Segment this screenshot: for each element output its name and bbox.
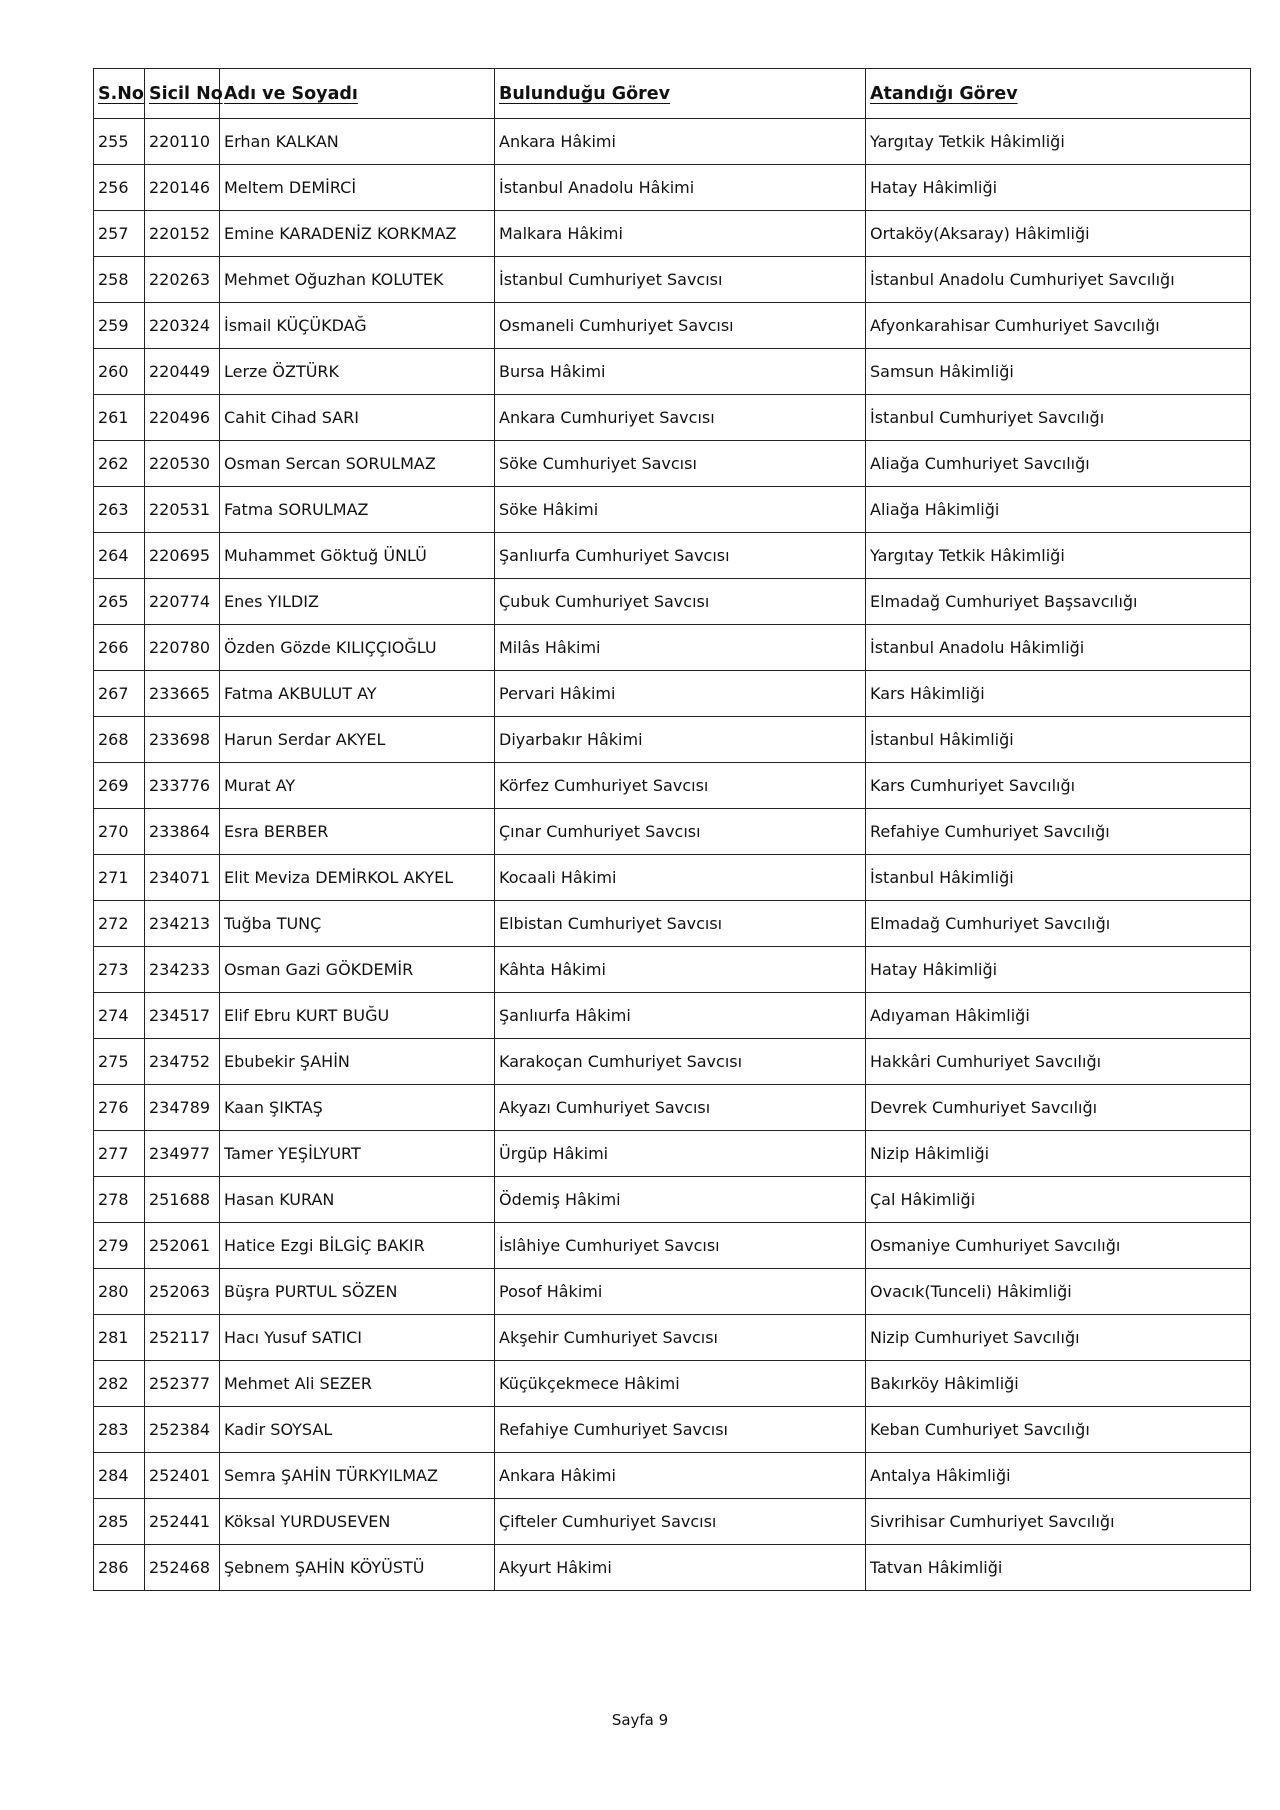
cell-name: Büşra PURTUL SÖZEN — [220, 1269, 495, 1315]
cell-sicil: 234977 — [145, 1131, 220, 1177]
cell-sno: 266 — [94, 625, 145, 671]
cell-name: Hacı Yusuf SATICI — [220, 1315, 495, 1361]
cell-current-position: İstanbul Cumhuriyet Savcısı — [495, 257, 866, 303]
cell-sicil: 233776 — [145, 763, 220, 809]
cell-sno: 263 — [94, 487, 145, 533]
cell-assigned-position: Yargıtay Tetkik Hâkimliği — [866, 119, 1251, 165]
cell-assigned-position: İstanbul Cumhuriyet Savcılığı — [866, 395, 1251, 441]
table-row — [94, 1085, 1251, 1131]
cell-sno: 285 — [94, 1499, 145, 1545]
table-body — [94, 119, 1251, 1591]
cell-current-position: İslâhiye Cumhuriyet Savcısı — [495, 1223, 866, 1269]
table-row — [94, 625, 1251, 671]
header-sno: S.No — [94, 69, 145, 119]
cell-current-position: Ankara Cumhuriyet Savcısı — [495, 395, 866, 441]
page-number: Sayfa 9 — [611, 1711, 669, 1729]
cell-name: Köksal YURDUSEVEN — [220, 1499, 495, 1545]
cell-sno: 255 — [94, 119, 145, 165]
cell-sno: 279 — [94, 1223, 145, 1269]
cell-assigned-position: Osmaniye Cumhuriyet Savcılığı — [866, 1223, 1251, 1269]
cell-sicil: 220780 — [145, 625, 220, 671]
cell-current-position: Şanlıurfa Cumhuriyet Savcısı — [495, 533, 866, 579]
cell-name: Cahit Cihad SARI — [220, 395, 495, 441]
cell-name: Muhammet Göktuğ ÜNLÜ — [220, 533, 495, 579]
table-row — [94, 1223, 1251, 1269]
table-row — [94, 533, 1251, 579]
cell-assigned-position: İstanbul Anadolu Cumhuriyet Savcılığı — [866, 257, 1251, 303]
cell-sno: 262 — [94, 441, 145, 487]
cell-current-position: Akşehir Cumhuriyet Savcısı — [495, 1315, 866, 1361]
cell-sicil: 220146 — [145, 165, 220, 211]
cell-sicil: 220324 — [145, 303, 220, 349]
table-row — [94, 1039, 1251, 1085]
cell-current-position: Ödemiş Hâkimi — [495, 1177, 866, 1223]
cell-sicil: 234213 — [145, 901, 220, 947]
cell-name: Özden Gözde KILIÇÇIOĞLU — [220, 625, 495, 671]
cell-current-position: Çınar Cumhuriyet Savcısı — [495, 809, 866, 855]
cell-name: Lerze ÖZTÜRK — [220, 349, 495, 395]
cell-sno: 282 — [94, 1361, 145, 1407]
cell-current-position: Akyazı Cumhuriyet Savcısı — [495, 1085, 866, 1131]
cell-name: Enes YILDIZ — [220, 579, 495, 625]
cell-sno: 286 — [94, 1545, 145, 1591]
cell-name: Şebnem ŞAHİN KÖYÜSTÜ — [220, 1545, 495, 1591]
table-row — [94, 901, 1251, 947]
cell-current-position: Ankara Hâkimi — [495, 119, 866, 165]
cell-name: Erhan KALKAN — [220, 119, 495, 165]
cell-sno: 271 — [94, 855, 145, 901]
cell-sicil: 220531 — [145, 487, 220, 533]
cell-sicil: 220449 — [145, 349, 220, 395]
cell-assigned-position: Samsun Hâkimliği — [866, 349, 1251, 395]
cell-assigned-position: Afyonkarahisar Cumhuriyet Savcılığı — [866, 303, 1251, 349]
table-row — [94, 1131, 1251, 1177]
cell-sno: 256 — [94, 165, 145, 211]
table-row — [94, 165, 1251, 211]
cell-sicil: 234789 — [145, 1085, 220, 1131]
table-row — [94, 671, 1251, 717]
cell-sicil: 252063 — [145, 1269, 220, 1315]
cell-current-position: Milâs Hâkimi — [495, 625, 866, 671]
cell-name: Semra ŞAHİN TÜRKYILMAZ — [220, 1453, 495, 1499]
cell-sicil: 220530 — [145, 441, 220, 487]
cell-assigned-position: Çal Hâkimliği — [866, 1177, 1251, 1223]
cell-assigned-position: İstanbul Anadolu Hâkimliği — [866, 625, 1251, 671]
cell-assigned-position: Ovacık(Tunceli) Hâkimliği — [866, 1269, 1251, 1315]
table-row — [94, 1361, 1251, 1407]
cell-assigned-position: Refahiye Cumhuriyet Savcılığı — [866, 809, 1251, 855]
cell-sicil: 220695 — [145, 533, 220, 579]
cell-current-position: Söke Hâkimi — [495, 487, 866, 533]
header-current-position: Bulunduğu Görev — [495, 69, 866, 119]
cell-sno: 270 — [94, 809, 145, 855]
cell-sicil: 252117 — [145, 1315, 220, 1361]
cell-assigned-position: Keban Cumhuriyet Savcılığı — [866, 1407, 1251, 1453]
cell-name: Elif Ebru KURT BUĞU — [220, 993, 495, 1039]
table-row — [94, 1315, 1251, 1361]
cell-assigned-position: Adıyaman Hâkimliği — [866, 993, 1251, 1039]
cell-assigned-position: Tatvan Hâkimliği — [866, 1545, 1251, 1591]
cell-assigned-position: Yargıtay Tetkik Hâkimliği — [866, 533, 1251, 579]
cell-assigned-position: Hatay Hâkimliği — [866, 947, 1251, 993]
cell-current-position: Refahiye Cumhuriyet Savcısı — [495, 1407, 866, 1453]
table-row — [94, 349, 1251, 395]
cell-sicil: 252401 — [145, 1453, 220, 1499]
cell-name: Tuğba TUNÇ — [220, 901, 495, 947]
table-row — [94, 1407, 1251, 1453]
cell-name: Emine KARADENİZ KORKMAZ — [220, 211, 495, 257]
cell-assigned-position: Hakkâri Cumhuriyet Savcılığı — [866, 1039, 1251, 1085]
cell-assigned-position: Aliağa Hâkimliği — [866, 487, 1251, 533]
cell-assigned-position: Bakırköy Hâkimliği — [866, 1361, 1251, 1407]
table-row — [94, 1499, 1251, 1545]
cell-sno: 274 — [94, 993, 145, 1039]
header-sicil: Sicil No — [145, 69, 220, 119]
cell-sno: 258 — [94, 257, 145, 303]
table-row — [94, 1545, 1251, 1591]
cell-assigned-position: Elmadağ Cumhuriyet Savcılığı — [866, 901, 1251, 947]
cell-current-position: Pervari Hâkimi — [495, 671, 866, 717]
header-name: Adı ve Soyadı — [220, 69, 495, 119]
cell-sno: 283 — [94, 1407, 145, 1453]
cell-sno: 260 — [94, 349, 145, 395]
table-header-row — [94, 69, 1251, 119]
cell-assigned-position: Aliağa Cumhuriyet Savcılığı — [866, 441, 1251, 487]
cell-sicil: 233864 — [145, 809, 220, 855]
table-row — [94, 257, 1251, 303]
cell-current-position: Karakoçan Cumhuriyet Savcısı — [495, 1039, 866, 1085]
cell-assigned-position: Kars Cumhuriyet Savcılığı — [866, 763, 1251, 809]
cell-current-position: Osmaneli Cumhuriyet Savcısı — [495, 303, 866, 349]
cell-current-position: Söke Cumhuriyet Savcısı — [495, 441, 866, 487]
cell-sicil: 233665 — [145, 671, 220, 717]
cell-sno: 259 — [94, 303, 145, 349]
assignment-table — [93, 68, 1251, 1591]
cell-sicil: 251688 — [145, 1177, 220, 1223]
cell-sno: 267 — [94, 671, 145, 717]
cell-sicil: 234071 — [145, 855, 220, 901]
cell-assigned-position: Antalya Hâkimliği — [866, 1453, 1251, 1499]
cell-name: Meltem DEMİRCİ — [220, 165, 495, 211]
cell-sicil: 252441 — [145, 1499, 220, 1545]
cell-assigned-position: İstanbul Hâkimliği — [866, 717, 1251, 763]
table-row — [94, 303, 1251, 349]
table-row — [94, 993, 1251, 1039]
cell-assigned-position: Kars Hâkimliği — [866, 671, 1251, 717]
cell-sno: 264 — [94, 533, 145, 579]
cell-assigned-position: Nizip Hâkimliği — [866, 1131, 1251, 1177]
table-row — [94, 211, 1251, 257]
cell-sno: 268 — [94, 717, 145, 763]
cell-current-position: Posof Hâkimi — [495, 1269, 866, 1315]
cell-name: Hatice Ezgi BİLGİÇ BAKIR — [220, 1223, 495, 1269]
cell-sicil: 234517 — [145, 993, 220, 1039]
cell-name: Mehmet Oğuzhan KOLUTEK — [220, 257, 495, 303]
cell-sicil: 233698 — [145, 717, 220, 763]
cell-current-position: İstanbul Anadolu Hâkimi — [495, 165, 866, 211]
cell-current-position: Kocaali Hâkimi — [495, 855, 866, 901]
cell-current-position: Malkara Hâkimi — [495, 211, 866, 257]
cell-assigned-position: Sivrihisar Cumhuriyet Savcılığı — [866, 1499, 1251, 1545]
cell-sno: 284 — [94, 1453, 145, 1499]
cell-sno: 269 — [94, 763, 145, 809]
cell-current-position: Kâhta Hâkimi — [495, 947, 866, 993]
cell-name: Osman Gazi GÖKDEMİR — [220, 947, 495, 993]
cell-name: Elit Meviza DEMİRKOL AKYEL — [220, 855, 495, 901]
cell-sno: 276 — [94, 1085, 145, 1131]
cell-sno: 257 — [94, 211, 145, 257]
cell-current-position: Akyurt Hâkimi — [495, 1545, 866, 1591]
header-assigned-position: Atandığı Görev — [866, 69, 1251, 119]
cell-sno: 272 — [94, 901, 145, 947]
cell-current-position: Çubuk Cumhuriyet Savcısı — [495, 579, 866, 625]
cell-current-position: Çifteler Cumhuriyet Savcısı — [495, 1499, 866, 1545]
cell-sno: 261 — [94, 395, 145, 441]
cell-sno: 277 — [94, 1131, 145, 1177]
cell-sno: 265 — [94, 579, 145, 625]
cell-assigned-position: Devrek Cumhuriyet Savcılığı — [866, 1085, 1251, 1131]
cell-assigned-position: Hatay Hâkimliği — [866, 165, 1251, 211]
table-row — [94, 1453, 1251, 1499]
table-row — [94, 947, 1251, 993]
cell-name: Osman Sercan SORULMAZ — [220, 441, 495, 487]
table-row — [94, 855, 1251, 901]
table-row — [94, 717, 1251, 763]
cell-current-position: Küçükçekmece Hâkimi — [495, 1361, 866, 1407]
cell-current-position: Şanlıurfa Hâkimi — [495, 993, 866, 1039]
table-row — [94, 763, 1251, 809]
cell-sno: 278 — [94, 1177, 145, 1223]
cell-name: Murat AY — [220, 763, 495, 809]
table-row — [94, 809, 1251, 855]
cell-current-position: Elbistan Cumhuriyet Savcısı — [495, 901, 866, 947]
cell-current-position: Bursa Hâkimi — [495, 349, 866, 395]
cell-name: Ebubekir ŞAHİN — [220, 1039, 495, 1085]
cell-current-position: Körfez Cumhuriyet Savcısı — [495, 763, 866, 809]
cell-name: Kadir SOYSAL — [220, 1407, 495, 1453]
table-row — [94, 119, 1251, 165]
cell-assigned-position: Nizip Cumhuriyet Savcılığı — [866, 1315, 1251, 1361]
cell-sicil: 220152 — [145, 211, 220, 257]
table-row — [94, 1177, 1251, 1223]
table-row — [94, 1269, 1251, 1315]
table-row — [94, 395, 1251, 441]
cell-sicil: 234752 — [145, 1039, 220, 1085]
cell-sicil: 220496 — [145, 395, 220, 441]
cell-sno: 273 — [94, 947, 145, 993]
cell-sicil: 252468 — [145, 1545, 220, 1591]
table-row — [94, 487, 1251, 533]
table-row — [94, 579, 1251, 625]
cell-sno: 281 — [94, 1315, 145, 1361]
cell-name: Kaan ŞIKTAŞ — [220, 1085, 495, 1131]
cell-sicil: 252061 — [145, 1223, 220, 1269]
cell-name: Fatma SORULMAZ — [220, 487, 495, 533]
cell-sicil: 220263 — [145, 257, 220, 303]
table-row — [94, 441, 1251, 487]
cell-name: Harun Serdar AKYEL — [220, 717, 495, 763]
cell-name: Mehmet Ali SEZER — [220, 1361, 495, 1407]
cell-assigned-position: Elmadağ Cumhuriyet Başsavcılığı — [866, 579, 1251, 625]
cell-name: İsmail KÜÇÜKDAĞ — [220, 303, 495, 349]
cell-name: Fatma AKBULUT AY — [220, 671, 495, 717]
cell-name: Hasan KURAN — [220, 1177, 495, 1223]
cell-current-position: Ankara Hâkimi — [495, 1453, 866, 1499]
cell-sno: 280 — [94, 1269, 145, 1315]
cell-sno: 275 — [94, 1039, 145, 1085]
cell-name: Tamer YEŞİLYURT — [220, 1131, 495, 1177]
cell-assigned-position: Ortaköy(Aksaray) Hâkimliği — [866, 211, 1251, 257]
cell-current-position: Diyarbakır Hâkimi — [495, 717, 866, 763]
cell-sicil: 220110 — [145, 119, 220, 165]
cell-sicil: 234233 — [145, 947, 220, 993]
cell-name: Esra BERBER — [220, 809, 495, 855]
cell-sicil: 252377 — [145, 1361, 220, 1407]
cell-assigned-position: İstanbul Hâkimliği — [866, 855, 1251, 901]
cell-sicil: 252384 — [145, 1407, 220, 1453]
cell-sicil: 220774 — [145, 579, 220, 625]
cell-current-position: Ürgüp Hâkimi — [495, 1131, 866, 1177]
